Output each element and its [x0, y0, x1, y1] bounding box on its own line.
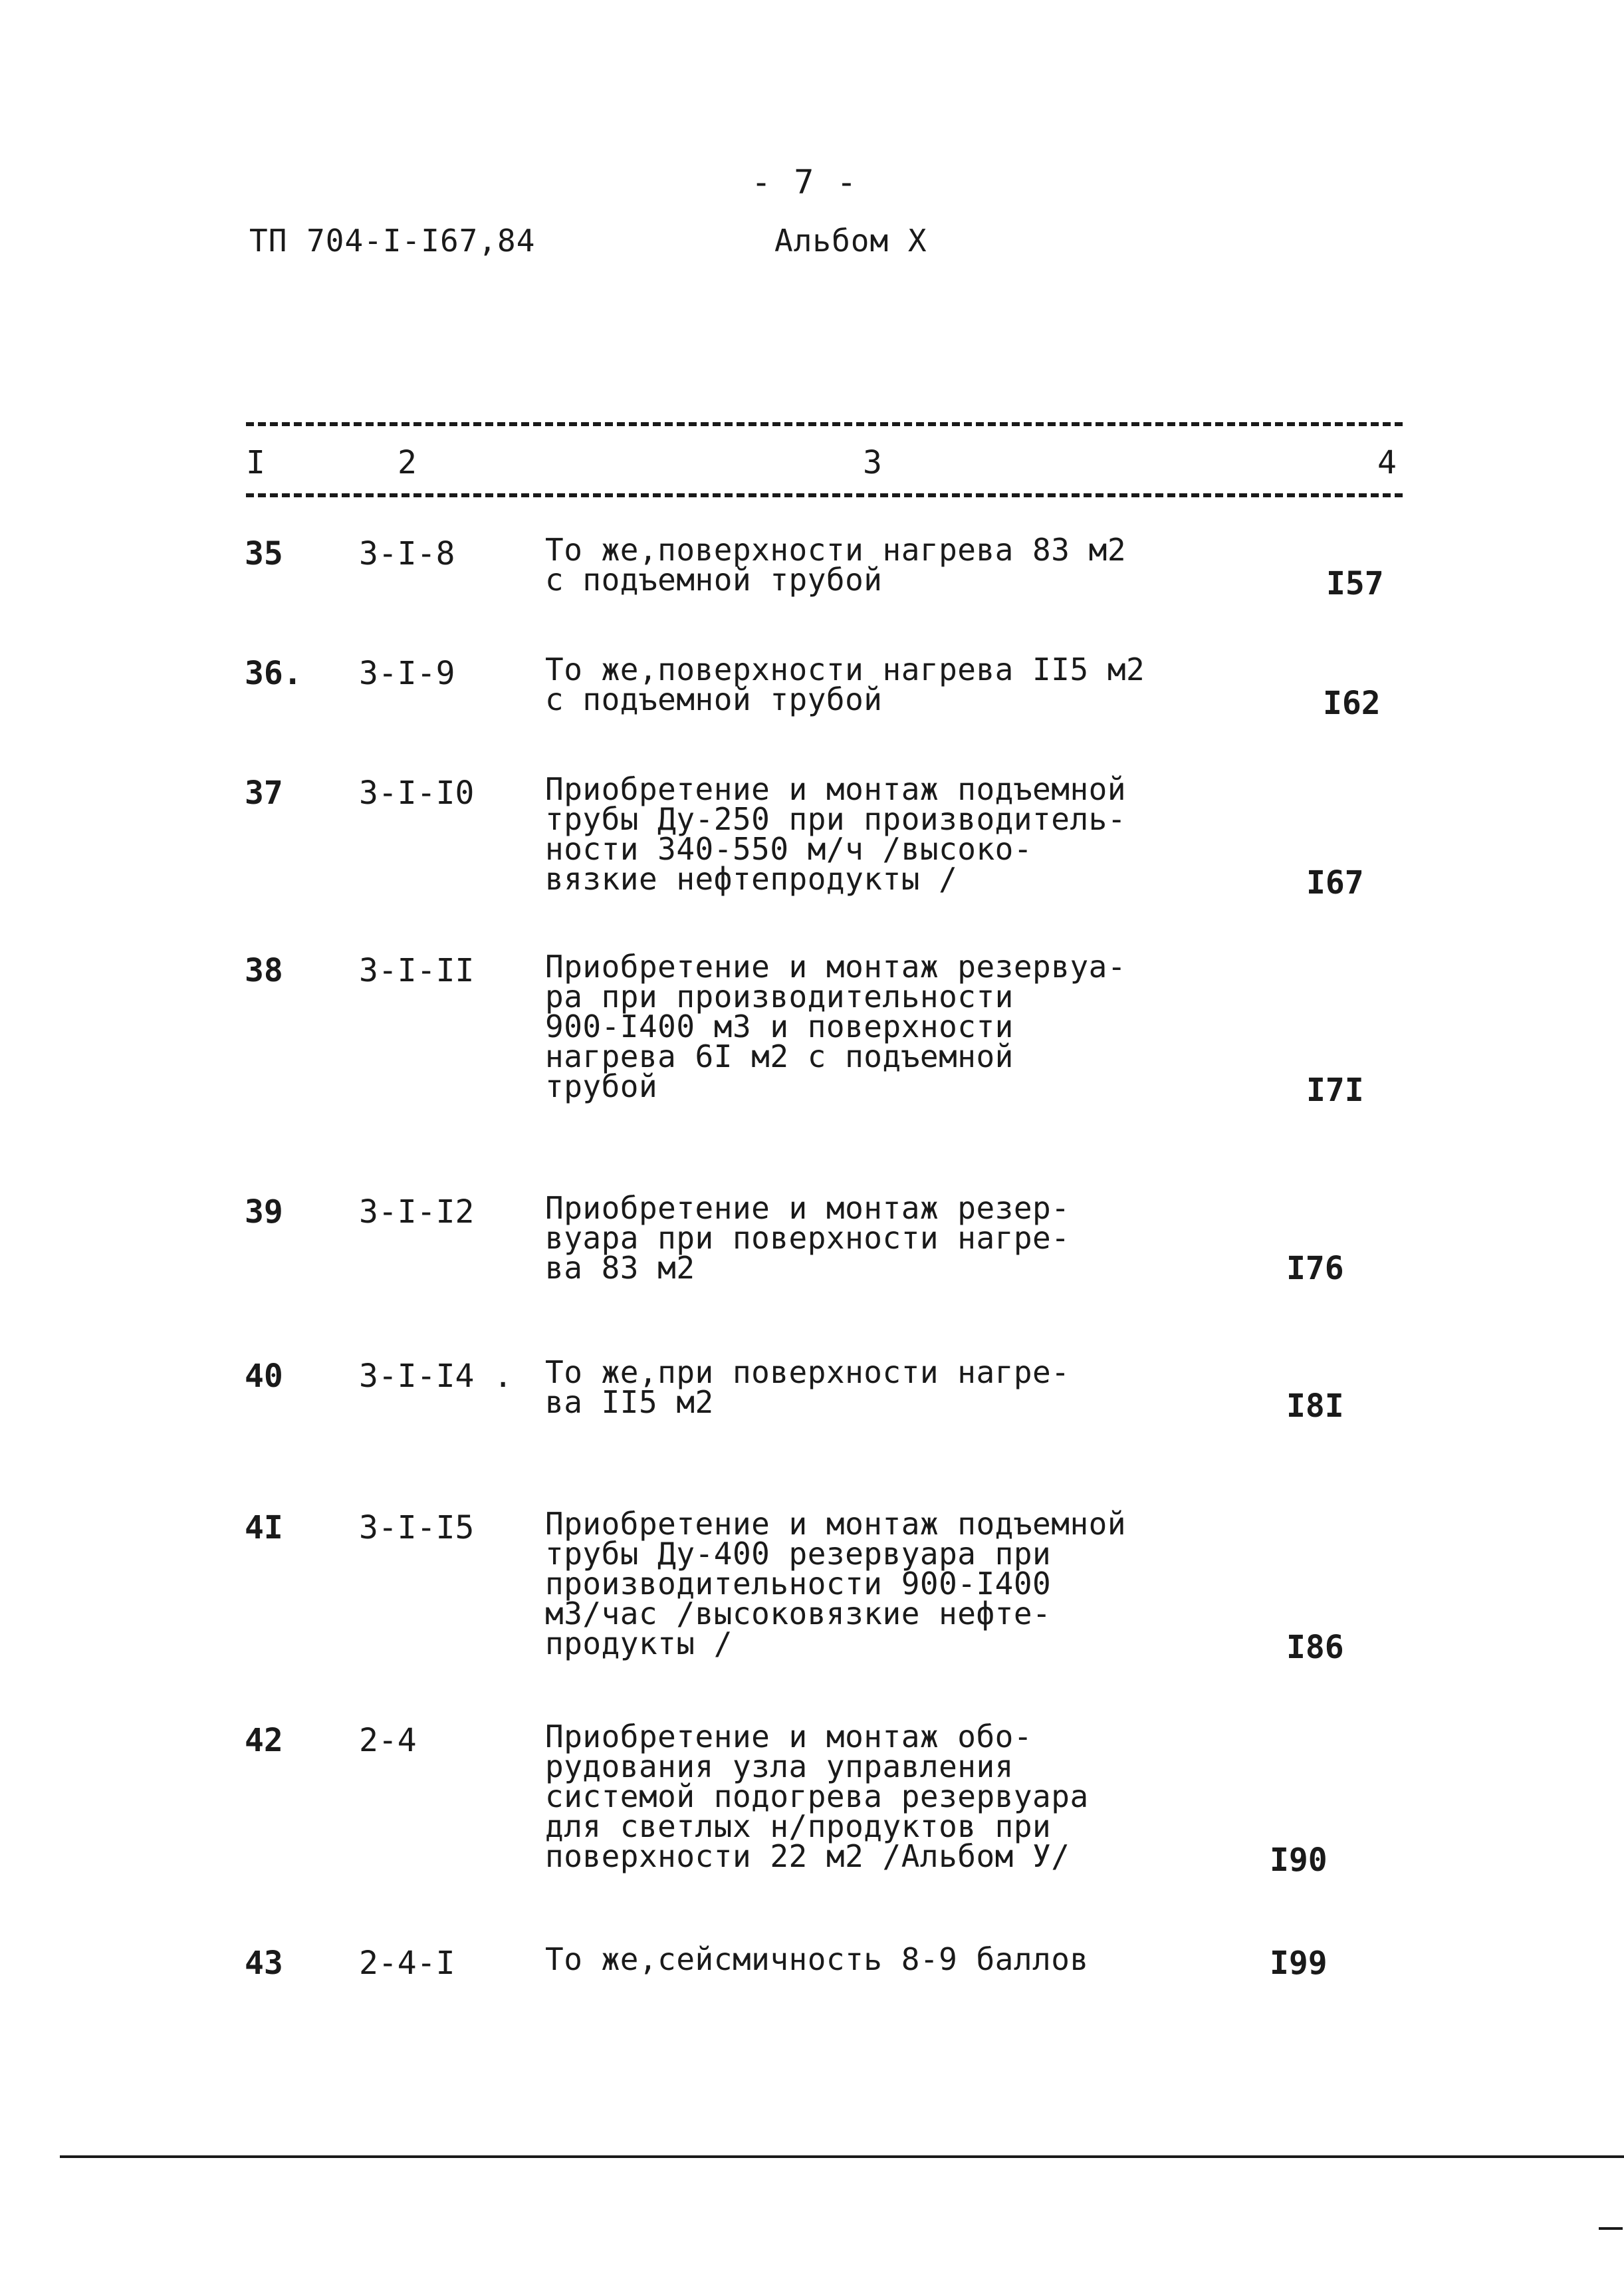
row-number: 35: [245, 535, 283, 572]
row-page: I57: [1326, 565, 1384, 602]
row-description: Приобретение и монтаж обо- рудования узла управления системой подогрева резервуара для светлых н/продуктов при поверхности 22 м2 /Альбом У/: [545, 1719, 1089, 1874]
row-code: 2-4: [359, 1722, 417, 1759]
page-number: - 7 -: [751, 163, 858, 201]
column-header-4: 4: [1377, 444, 1397, 481]
row-number: 37: [245, 775, 283, 812]
row-number: 42: [245, 1722, 283, 1759]
column-header-1: I: [246, 444, 265, 481]
row-page: I67: [1306, 864, 1364, 902]
row-number: 4I: [245, 1509, 283, 1546]
row-code: 3-I-I5: [359, 1509, 475, 1546]
column-header-3: 3: [863, 444, 882, 481]
row-description: Приобретение и монтаж резер- вуара при поверхности нагре- ва 83 м2: [545, 1190, 1070, 1286]
column-header-2: 2: [398, 444, 417, 481]
album-label: Альбом X: [774, 223, 927, 259]
table-header-rule: [246, 493, 1403, 497]
row-page: I90: [1270, 1842, 1328, 1879]
row-number: 39: [245, 1193, 283, 1231]
row-description: Приобретение и монтаж подъемной трубы Ду-400 резервуара при производительности 900-I400 м3/час /высоковязкие нефте- продукты /: [545, 1506, 1127, 1661]
row-number: 40: [245, 1358, 283, 1395]
row-page: I76: [1286, 1250, 1344, 1287]
row-number: 38: [245, 952, 283, 989]
row-page: I7I: [1306, 1072, 1364, 1109]
row-description: Приобретение и монтаж резервуа- ра при производительности 900-I400 м3 и поверхности нагрева 6I м2 с подъемной трубой: [545, 949, 1127, 1104]
row-code: 3-I-8: [359, 535, 455, 572]
row-description: То же,поверхности нагрева 83 м2 с подъемной трубой: [545, 532, 1127, 598]
row-number: 43: [245, 1945, 283, 1982]
row-code: 3-I-I4 .: [359, 1358, 513, 1395]
table-top-rule: [246, 422, 1403, 426]
row-description: То же,поверхности нагрева II5 м2 с подъемной трубой: [545, 652, 1145, 717]
row-code: 3-I-I2: [359, 1193, 475, 1231]
bottom-rule: [60, 2155, 1624, 2158]
row-description: То же,сейсмичность 8-9 баллов: [545, 1941, 1089, 1977]
row-page: I86: [1286, 1629, 1344, 1666]
row-code: 3-I-II: [359, 952, 475, 989]
row-code: 2-4-I: [359, 1945, 455, 1982]
row-description: Приобретение и монтаж подъемной трубы Ду-250 при производитель- ности 340-550 м/ч /высоко- вязкие нефтепродукты /: [545, 771, 1127, 897]
row-description: То же,при поверхности нагре- ва II5 м2: [545, 1354, 1070, 1420]
row-page: I99: [1270, 1945, 1328, 1982]
row-page: I62: [1323, 685, 1381, 722]
row-number: 36.: [245, 655, 302, 692]
edge-mark: [1599, 2227, 1623, 2230]
row-page: I8I: [1286, 1387, 1344, 1425]
row-code: 3-I-I0: [359, 775, 475, 812]
row-code: 3-I-9: [359, 655, 455, 692]
document-code: ТП 704-I-I67,84: [249, 223, 536, 259]
